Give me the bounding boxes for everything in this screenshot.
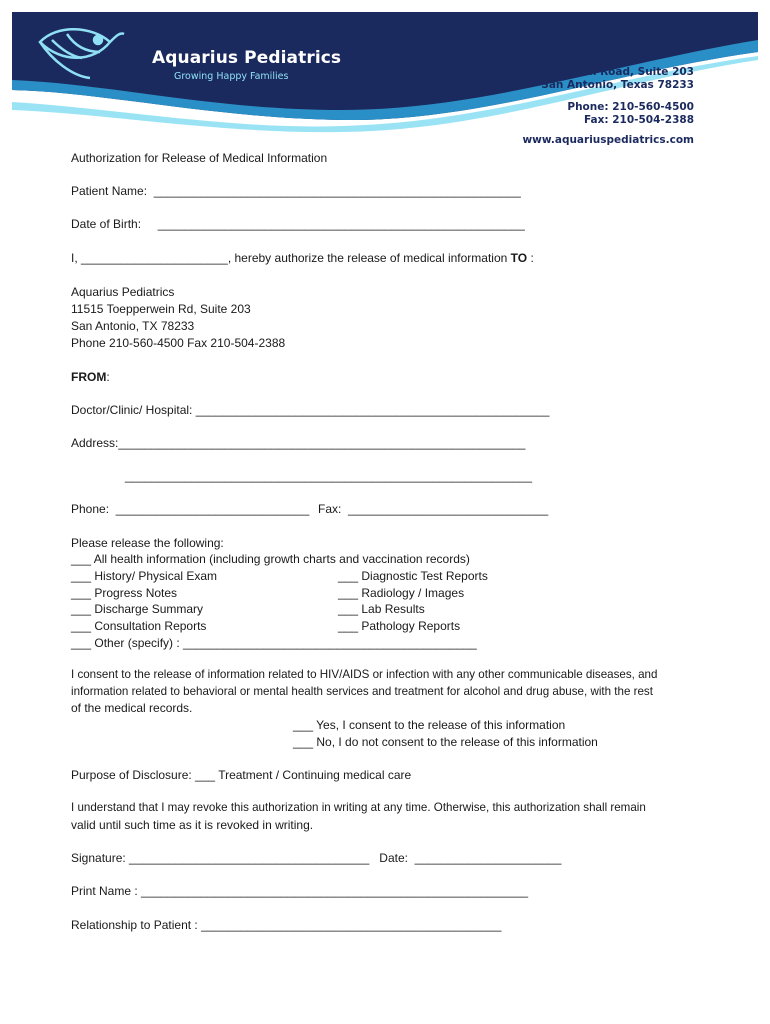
checkbox-diagnostic-test[interactable]: ___ Diagnostic Test Reports — [338, 569, 488, 583]
checkbox-lab-results[interactable]: ___ Lab Results — [338, 602, 425, 616]
practice-website: www.aquariuspediatrics.com — [522, 134, 694, 146]
form-title: Authorization for Release of Medical Information — [71, 151, 328, 165]
consent-text-line-1: I consent to the release of information related to HIV/AIDS or infection with any other communicable diseases, and — [71, 668, 658, 681]
relationship-field[interactable]: Relationship to Patient : _____________________________________________ — [71, 918, 502, 932]
date-of-birth-field[interactable]: Date of Birth: _______________________________________________________ — [71, 217, 525, 231]
checkbox-radiology[interactable]: ___ Radiology / Images — [338, 586, 465, 600]
checkbox-discharge-summary[interactable]: ___ Discharge Summary — [71, 602, 204, 616]
recipient-name: Aquarius Pediatrics — [71, 285, 175, 299]
practice-phones — [567, 101, 694, 127]
checkbox-all-health[interactable]: ___ All health information (including growth charts and vaccination records) — [71, 552, 470, 566]
authorize-to: TO — [510, 251, 528, 265]
practice-address — [481, 66, 694, 92]
authorization-statement[interactable] — [71, 250, 534, 266]
address-line-1: 11515 Toepperwein Road, Suite 203 — [480, 66, 694, 78]
address-line-2: San Antonio, Texas 78233 — [541, 79, 694, 91]
patient-name-field[interactable]: Patient Name: _______________________________________________________ — [71, 184, 521, 198]
consent-no-option[interactable]: ___ No, I do not consent to the release of this information — [293, 735, 598, 749]
address-field-line-2[interactable]: _____________________________________________________________ — [125, 469, 533, 483]
practice-fax: Fax: 210-504-2388 — [583, 114, 694, 126]
from-heading — [71, 369, 110, 385]
authorize-suffix: : — [527, 251, 534, 265]
phone-field[interactable]: Phone: _____________________________ — [71, 502, 310, 516]
checkbox-pathology[interactable]: ___ Pathology Reports — [338, 619, 461, 633]
purpose-of-disclosure[interactable]: Purpose of Disclosure: ___ Treatment / Continuing medical care — [71, 768, 412, 782]
from-colon: : — [106, 370, 110, 384]
fax-field[interactable]: Fax: ______________________________ — [318, 502, 549, 516]
print-name-field[interactable]: Print Name : __________________________________________________________ — [71, 884, 529, 898]
revoke-text-line-1: I understand that I may revoke this authorization in writing at any time. Otherwise, this authorization shall remain — [71, 801, 646, 814]
from-label: FROM — [71, 370, 107, 384]
recipient-phone-fax: Phone 210-560-4500 Fax 210-504-2388 — [71, 336, 286, 350]
authorize-prefix: I, ______________________, hereby authorize the release of medical information — [71, 251, 511, 265]
doctor-clinic-field[interactable]: Doctor/Clinic/ Hospital: _____________________________________________________ — [71, 403, 550, 417]
brand-tagline: Growing Happy Families — [174, 71, 289, 82]
revoke-text-line-2: valid until such time as it is revoked in writing. — [71, 818, 314, 832]
consent-text-line-2: information related to behavioral or mental health services and treatment for alcohol and drug abuse, with the rest — [71, 685, 653, 698]
practice-phone: Phone: 210-560-4500 — [567, 101, 694, 113]
signature-date-field[interactable]: Signature: ____________________________________ Date: ______________________ — [71, 851, 562, 865]
letterhead — [12, 12, 758, 146]
checkbox-progress-notes[interactable]: ___ Progress Notes — [71, 586, 178, 600]
recipient-city: San Antonio, TX 78233 — [71, 319, 195, 333]
recipient-address: 11515 Toepperwein Rd, Suite 203 — [71, 302, 251, 316]
checkbox-consultation-reports[interactable]: ___ Consultation Reports — [71, 619, 207, 633]
consent-text-line-3: of the medical records. — [71, 701, 193, 715]
checkbox-history-physical[interactable]: ___ History/ Physical Exam — [71, 569, 218, 583]
address-field[interactable]: Address:_____________________________________________________________ — [71, 436, 526, 450]
brand-name: Aquarius Pediatrics — [152, 48, 342, 68]
release-intro: Please release the following: — [71, 536, 224, 550]
checkbox-other-specify[interactable]: ___ Other (specify) : ____________________________________________ — [71, 636, 477, 650]
consent-yes-option[interactable]: ___ Yes, I consent to the release of this information — [293, 718, 566, 732]
